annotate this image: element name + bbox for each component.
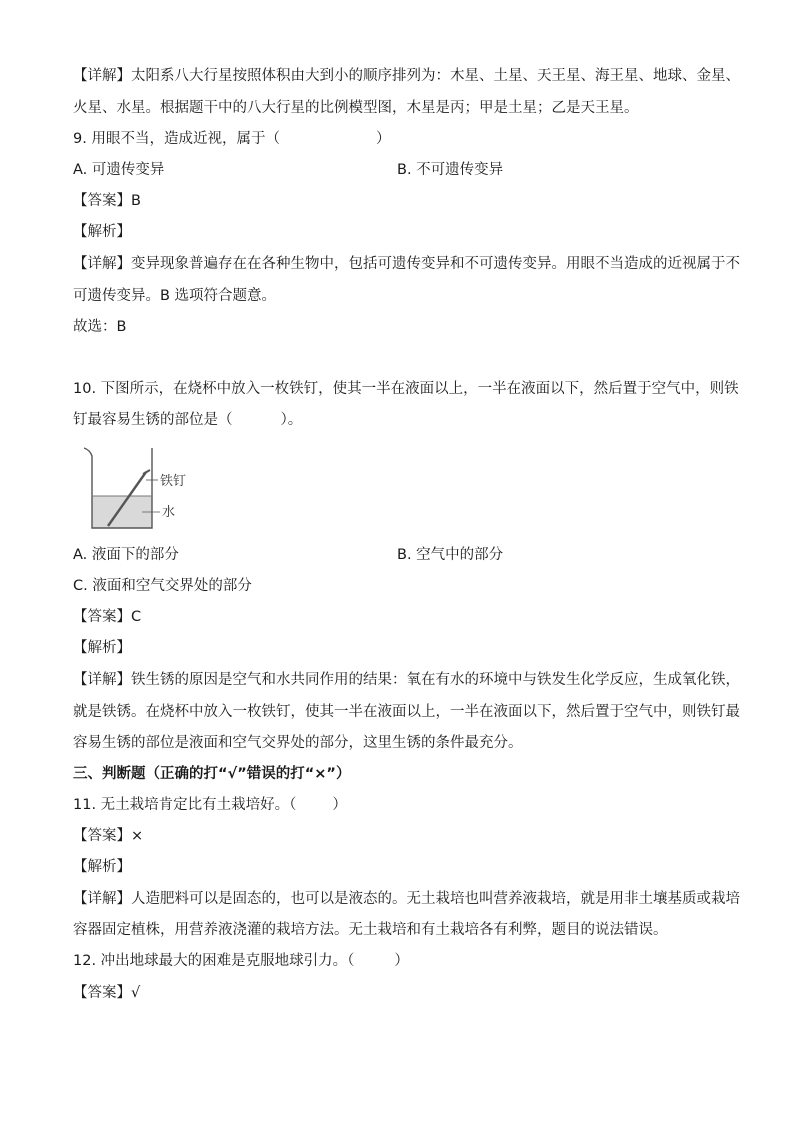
q10-option-c: C. 液面和空气交界处的部分 (73, 578, 252, 594)
q10-question-line-2: 钉最容易生锈的部位是（ ）。 (73, 412, 303, 428)
q11-answer: 【答案】× (73, 828, 144, 844)
q12-question: 12. 冲出地球最大的困难是克服地球引力。（ ） (73, 953, 409, 969)
section-3-heading: 三、判断题（正确的打“√”错误的打“×”） (73, 766, 351, 782)
q9-conclusion: 故选：B (73, 319, 127, 335)
q10-option-b: B. 空气中的部分 (397, 547, 504, 563)
q11-analysis-heading: 【解析】 (73, 859, 131, 875)
q9-option-b: B. 不可遗传变异 (397, 162, 504, 178)
q11-question: 11. 无土栽培肯定比有土栽培好。（ ） (73, 797, 347, 813)
q9-options (73, 160, 713, 180)
q10-question-line-1: 10. 下图所示，在烧杯中放入一枚铁钉，使其一半在液面以上，一半在液面以下，然后置于空气中，则铁 (73, 381, 739, 397)
beaker-figure (80, 444, 200, 534)
q9-detail-line-2: 可遗传变异。B 选项符合题意。 (73, 288, 277, 304)
q9-option-a: A. 可遗传变异 (73, 162, 165, 178)
water-label: 水 (162, 505, 176, 520)
q8-detail-line-1: 【详解】太阳系八大行星按照体积由大到小的顺序排列为：木星、土星、天王星、海王星、地球、金星、 (73, 68, 740, 84)
q10-detail-line-1: 【详解】铁生锈的原因是空气和水共同作用的结果：氧在有水的环境中与铁发生化学反应，生成氧化铁， (73, 672, 740, 688)
q11-detail-line-2: 容器固定植株，用营养液浇灌的栽培方法。无土栽培和有土栽培各有利弊，题目的说法错误。 (73, 922, 668, 938)
q10-option-a: A. 液面下的部分 (73, 547, 179, 563)
nail-label: 铁钉 (160, 474, 187, 489)
q9-analysis-heading: 【解析】 (73, 224, 131, 240)
q11-detail-line-1: 【详解】人造肥料可以是固态的，也可以是液态的。无土栽培也叫营养液栽培，就是用非土壤基质或栽培 (73, 891, 740, 907)
q9-question: 9. 用眼不当，造成近视，属于（ ） (73, 131, 391, 147)
q10-detail-line-2: 就是铁锈。在烧杯中放入一枚铁钉，使其一半在液面以上，一半在液面以下，然后置于空气中，则铁钉最 (73, 704, 740, 720)
q12-answer: 【答案】√ (73, 985, 141, 1001)
q10-detail-line-3: 容易生锈的部位是液面和空气交界处的部分，这里生锈的条件最充分。 (73, 735, 523, 751)
q8-detail-line-2: 火星、水星。根据题干中的八大行星的比例模型图，木星是丙；甲是土星；乙是天王星。 (73, 100, 639, 116)
q9-answer: 【答案】B (73, 193, 141, 209)
q10-analysis-heading: 【解析】 (73, 640, 131, 656)
q9-detail-line-1: 【详解】变异现象普遍存在在各种生物中，包括可遗传变异和不可遗传变异。用眼不当造成的近视属于不 (73, 256, 740, 272)
q10-answer: 【答案】C (73, 609, 142, 625)
q10-options-row-1 (73, 545, 713, 565)
